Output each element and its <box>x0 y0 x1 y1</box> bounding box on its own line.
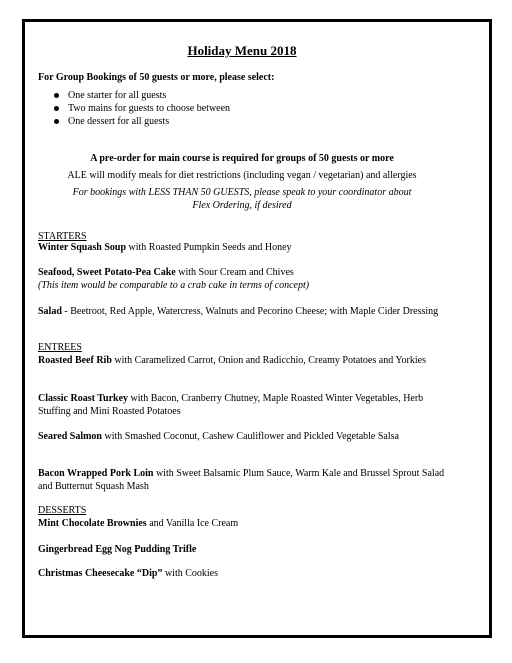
menu-item <box>38 517 446 530</box>
flex-ordering-note-line2: Flex Ordering, if desired <box>192 200 292 211</box>
starters-heading: STARTERS <box>38 231 87 242</box>
desserts-heading: DESSERTS <box>38 505 87 516</box>
group-booking-intro: For Group Bookings of 50 guests or more, please select: <box>38 72 275 83</box>
menu-item-description: with Cookies <box>162 568 218 579</box>
bullet-text: One starter for all guests <box>68 90 167 101</box>
menu-item <box>38 567 446 580</box>
menu-item-name: Christmas Cheesecake “Dip” <box>38 568 163 579</box>
preorder-note: A pre-order for main course is required for groups of 50 guests or more <box>90 153 394 164</box>
menu-item-description: and Vanilla Ice Cream <box>146 518 239 529</box>
booking-options-list <box>52 89 230 128</box>
menu-item <box>38 543 446 556</box>
diet-note: ALE will modify meals for diet restrictions (including vegan / vegetarian) and allergies <box>67 170 417 181</box>
menu-item <box>38 430 446 443</box>
entrees-heading: ENTREES <box>38 342 82 353</box>
menu-item-name: Winter Squash Soup <box>38 242 127 253</box>
menu-item <box>38 241 446 254</box>
menu-item-name: Roasted Beef Rib <box>38 355 112 366</box>
menu-item <box>38 266 446 292</box>
menu-item <box>38 305 446 318</box>
menu-item-description: with Caramelized Carrot, Onion and Radicchio, Creamy Potatoes and Yorkies <box>111 355 426 366</box>
bullet-text: Two mains for guests to choose between <box>68 103 231 114</box>
menu-item-name: Bacon Wrapped Pork Loin <box>38 468 154 479</box>
menu-item-name: Salad <box>38 306 62 317</box>
menu-item-description: with Roasted Pumpkin Seeds and Honey <box>126 242 292 253</box>
menu-item <box>38 467 446 493</box>
list-item <box>52 115 230 128</box>
menu-item-description: - Beetroot, Red Apple, Watercress, Walnuts and Pecorino Cheese; with Maple Cider Dressing <box>61 306 439 317</box>
menu-item-note: (This item would be comparable to a crab cake in terms of concept) <box>38 280 310 291</box>
menu-item-description: with Sour Cream and Chives <box>175 267 294 278</box>
menu-item-description: with Bacon, Cranberry Chutney, Maple Roasted Winter Vegetables, Herb Stuffing and Mini Roasted Potatoes <box>38 393 424 417</box>
flex-ordering-note-line1: For bookings with LESS THAN 50 GUESTS, please speak to your coordinator about <box>72 187 412 198</box>
list-item <box>52 102 230 115</box>
bullet-text: One dessert for all guests <box>68 116 170 127</box>
menu-item-name: Seared Salmon <box>38 431 102 442</box>
menu-item-name: Classic Roast Turkey <box>38 393 129 404</box>
menu-item-description: with Sweet Balsamic Plum Sauce, Warm Kale and Brussel Sprout Salad and Butternut Squash Mash <box>38 468 445 492</box>
bullet-icon <box>54 93 59 98</box>
bullet-icon <box>54 119 59 124</box>
menu-item-name: Mint Chocolate Brownies <box>38 518 147 529</box>
menu-item-name: Seafood, Sweet Potato-Pea Cake <box>38 267 176 278</box>
menu-item-name: Gingerbread Egg Nog Pudding Trifle <box>38 544 197 555</box>
list-item <box>52 89 230 102</box>
bullet-icon <box>54 106 59 111</box>
menu-item-description: with Smashed Coconut, Cashew Cauliflower and Pickled Vegetable Salsa <box>102 431 399 442</box>
menu-title: Holiday Menu 2018 <box>187 43 297 58</box>
menu-item <box>38 392 446 418</box>
menu-item <box>38 354 446 367</box>
